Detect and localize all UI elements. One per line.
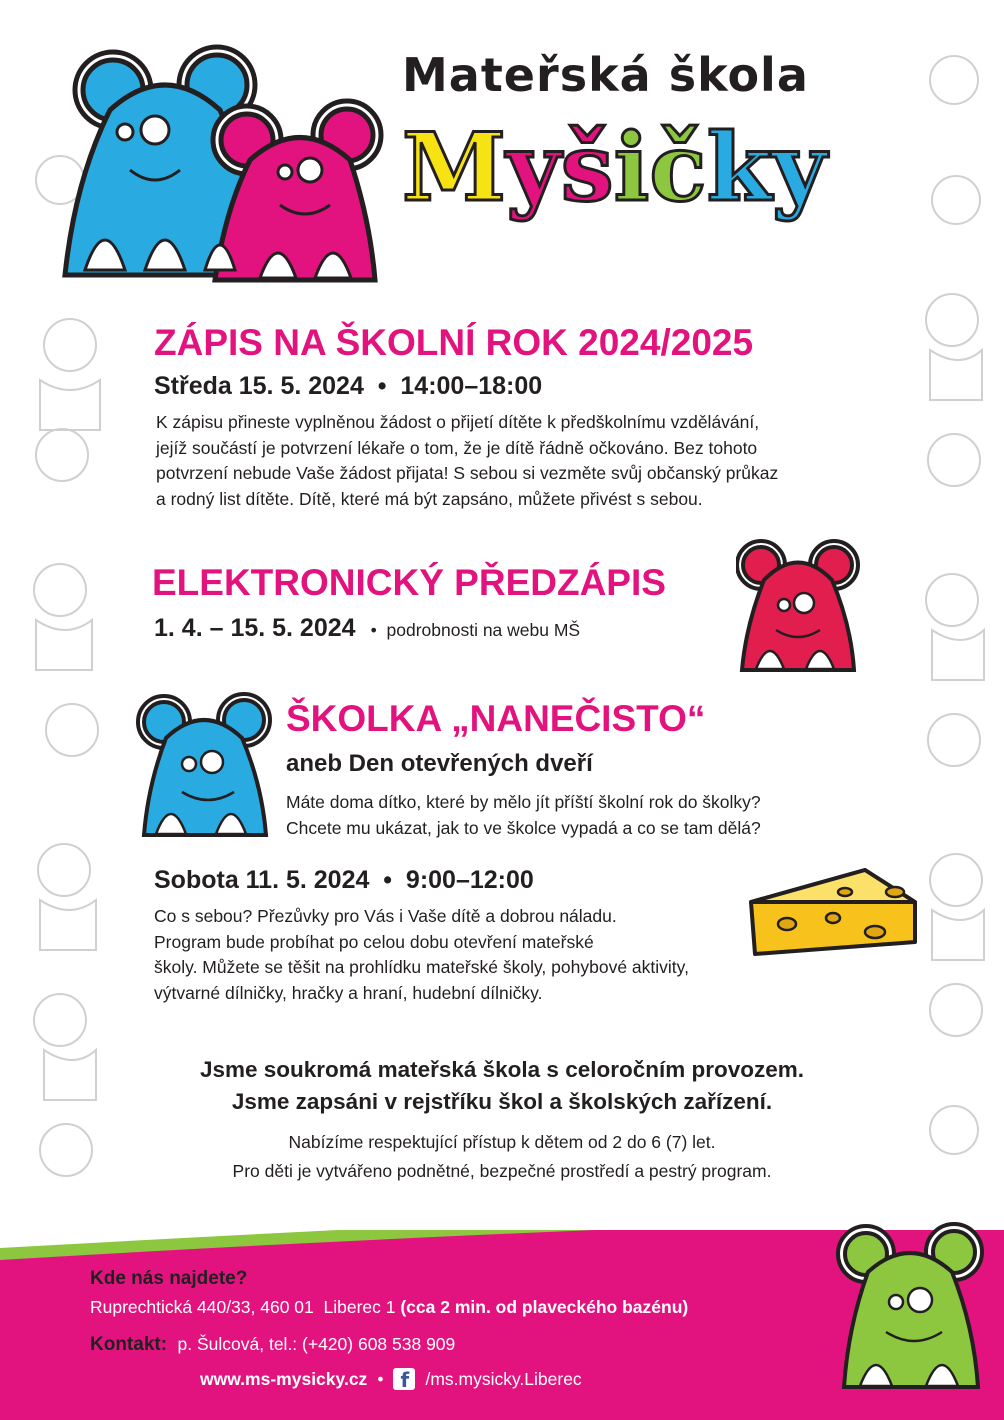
text-line: Pro děti je vytvářeno podnětné, bezpečné prostředí a pestrý program. [232, 1161, 772, 1181]
footer-contact-label: Kontakt: [90, 1334, 168, 1355]
nanecisto-question [286, 790, 906, 841]
school-type-title: Mateřská škola [402, 48, 809, 102]
text-line: jejíž součástí je potvrzení lékaře o tom, že je dítě řádně očkováno. Bez tohoto [156, 437, 758, 458]
green-mouse-illustration [836, 1222, 986, 1392]
website-link[interactable]: www.ms-mysicky.cz [200, 1368, 368, 1389]
footer-address: Ruprechtická 440/33, 460 01 Liberec 1 [90, 1297, 396, 1317]
predzapis-title: ELEKTRONICKÝ PŘEDZÁPIS [152, 562, 666, 603]
text-line: K zápisu přineste vyplněnou žádost o přijetí dítěte k předškolnímu vzdělávání, [156, 412, 760, 432]
text-line: Nabízíme respektující přístup k dětem od 2 do 6 (7) let. [288, 1132, 716, 1152]
text-line: Jsme zapsáni v rejstříku škol a školských zařízení. [231, 1089, 773, 1114]
zapis-date-line: Středa 15. 5. 2024 • 14:00–18:00 [154, 372, 543, 400]
text-line: školy. Můžete se těšit na prohlídku mateřské školy, pohybové aktivity, [154, 957, 689, 977]
decorative-kids-right [894, 0, 1004, 1200]
separator-dot: • [377, 1368, 384, 1389]
nanecisto-subtitle: aneb Den otevřených dveří [286, 750, 593, 777]
logo-letter: M [402, 113, 507, 223]
facebook-icon[interactable]: f [393, 1368, 415, 1390]
facebook-link[interactable]: /ms.mysicky.Liberec [425, 1368, 582, 1389]
logo-letter: š [560, 113, 614, 223]
footer-contact: p. Šulcová, tel.: (+420) 608 538 909 [177, 1334, 456, 1354]
zapis-text [156, 410, 916, 512]
text-line: výtvarné dílničky, hračky a hraní, hudební dílničky. [154, 982, 543, 1003]
footer-where-label: Kde nás najdete? [90, 1268, 248, 1289]
school-name-logo [402, 113, 827, 223]
footer-address-note: (cca 2 min. od plaveckého bazénu) [400, 1297, 689, 1317]
logo-letter: y [771, 113, 827, 223]
cheese-icon [745, 862, 920, 957]
text-line: Co s sebou? Přezůvky pro Vás i Vaše dítě a dobrou náladu. [154, 906, 617, 926]
nanecisto-date-line: Sobota 11. 5. 2024 • 9:00–12:00 [154, 866, 534, 894]
footer-address-row [90, 1297, 688, 1318]
text-line: Máte doma dítko, které by mělo jít příští školní rok do školky? [286, 792, 761, 812]
blue-mouse-illustration [134, 690, 274, 840]
nanecisto-title: ŠKOLKA „NANEČISTO“ [286, 698, 706, 739]
text-line: Program bude probíhat po celou dobu otevření mateřské [154, 931, 594, 952]
logo-letter: k [706, 113, 772, 223]
text-line: potvrzení nebude Vaše žádost přijata! S sebou si vezměte svůj občanský průkaz [156, 463, 779, 483]
predzapis-note: • podrobnosti na webu MŠ [370, 620, 581, 640]
header-mice-illustration [55, 40, 395, 290]
text-line: Chcete mu ukázat, jak to ve školce vypadá a co se tam dělá? [286, 817, 761, 838]
logo-letter: y [506, 113, 561, 223]
about-text [0, 1128, 1004, 1186]
about-bold [0, 1054, 1004, 1118]
text-line: Jsme soukromá mateřská škola s celoročním provozem. [199, 1057, 805, 1082]
footer-contact-row [90, 1334, 455, 1356]
red-mouse-illustration [736, 535, 861, 675]
predzapis-dates: 1. 4. – 15. 5. 2024 [154, 614, 356, 642]
footer-links-row [200, 1368, 582, 1390]
predzapis-dates-row [154, 614, 580, 644]
logo-letter: i [613, 113, 650, 223]
text-line: a rodný list dítěte. Dítě, které má být zapsáno, můžete přivést s sebou. [156, 488, 703, 509]
logo-letter: č [649, 113, 707, 223]
zapis-title: ZÁPIS NA ŠKOLNÍ ROK 2024/2025 [154, 322, 754, 363]
